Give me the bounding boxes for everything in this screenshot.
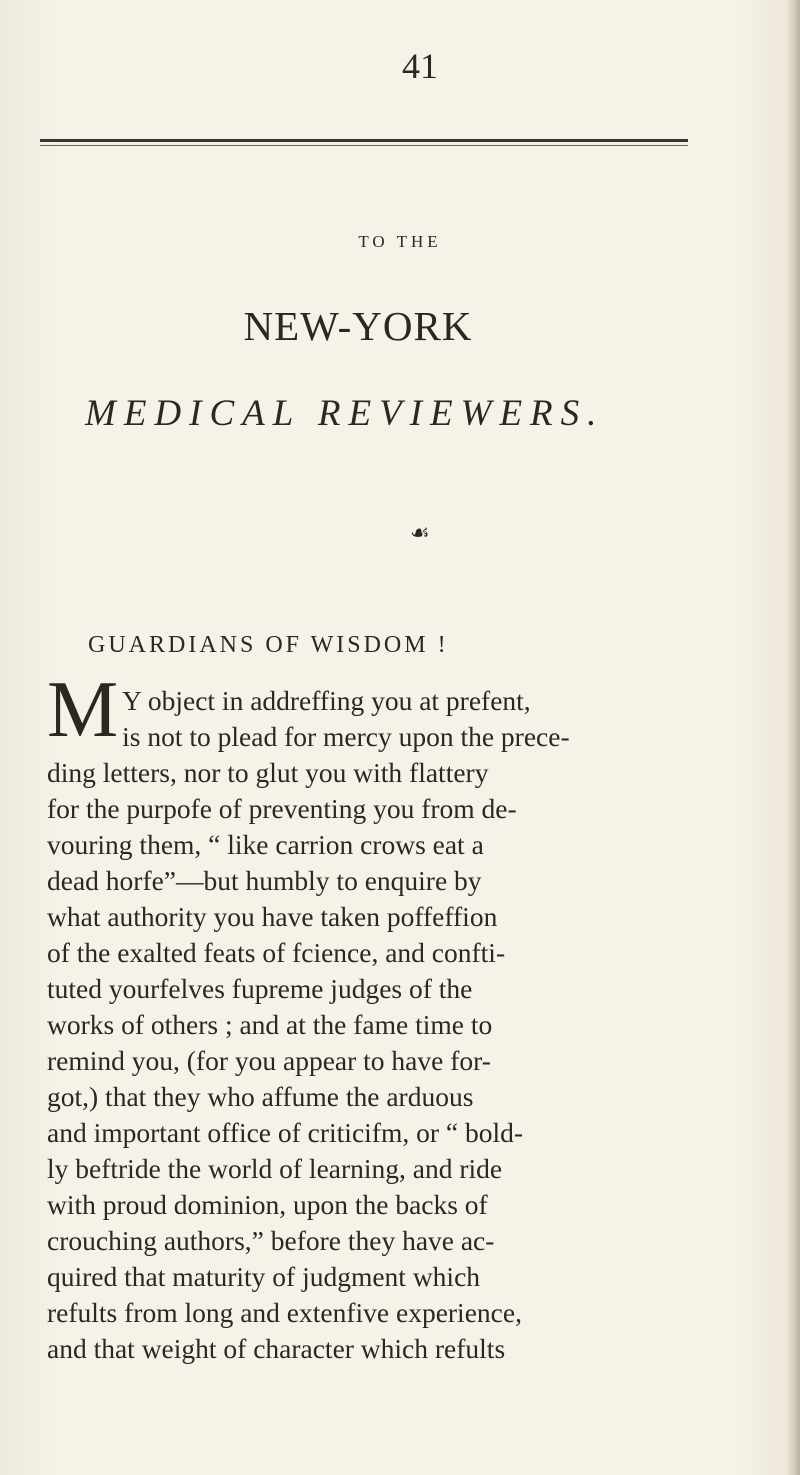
body-line: what authority you have taken poffeffion <box>47 901 498 932</box>
body-line: for the purpofe of preventing you from de- <box>47 793 517 824</box>
dedication-title: NEW-YORK <box>243 303 473 349</box>
dedication-subtitle: MEDICAL REVIEWERS. <box>85 393 605 434</box>
header-rule <box>40 139 688 142</box>
letter-body <box>47 666 747 1367</box>
body-line: and important office of criticifm, or “ bold- <box>47 1117 523 1148</box>
page-edge-shadow <box>786 0 800 1475</box>
body-line: quired that maturity of judgment which <box>47 1261 481 1292</box>
page-number: 41 <box>402 46 438 86</box>
body-line: works of others ; and at the fame time to <box>47 1009 493 1040</box>
body-line: vouring them, “ like carrion crows eat a <box>47 829 484 860</box>
body-line: ly beftride the world of learning, and ride <box>47 1153 503 1184</box>
body-line: and that weight of character which refults <box>47 1333 506 1364</box>
ornament-icon: ☙ <box>410 520 430 545</box>
body-first-line: Y object in addreffing you at prefent, <box>122 685 531 716</box>
body-line: remind you, (for you appear to have for- <box>47 1045 491 1076</box>
body-line: refults from long and extenfive experience, <box>47 1297 522 1328</box>
salutation: GUARDIANS OF WISDOM ! <box>88 632 449 658</box>
body-line: got,) that they who affume the arduous <box>47 1081 474 1112</box>
body-line: with proud dominion, upon the backs of <box>47 1189 488 1220</box>
body-line: ding letters, nor to glut you with flattery <box>47 757 489 788</box>
drop-cap: M <box>47 666 119 754</box>
dedication-preface: TO THE <box>358 232 442 251</box>
body-line: crouching authors,” before they have ac- <box>47 1225 495 1256</box>
body-line: of the exalted feats of fcience, and confti- <box>47 937 506 968</box>
body-line: dead horfe”—but humbly to enquire by <box>47 865 482 896</box>
body-line: tuted yourfelves fupreme judges of the <box>47 973 473 1004</box>
header-rule-thin <box>40 145 688 146</box>
body-line: is not to plead for mercy upon the prece- <box>122 721 570 752</box>
